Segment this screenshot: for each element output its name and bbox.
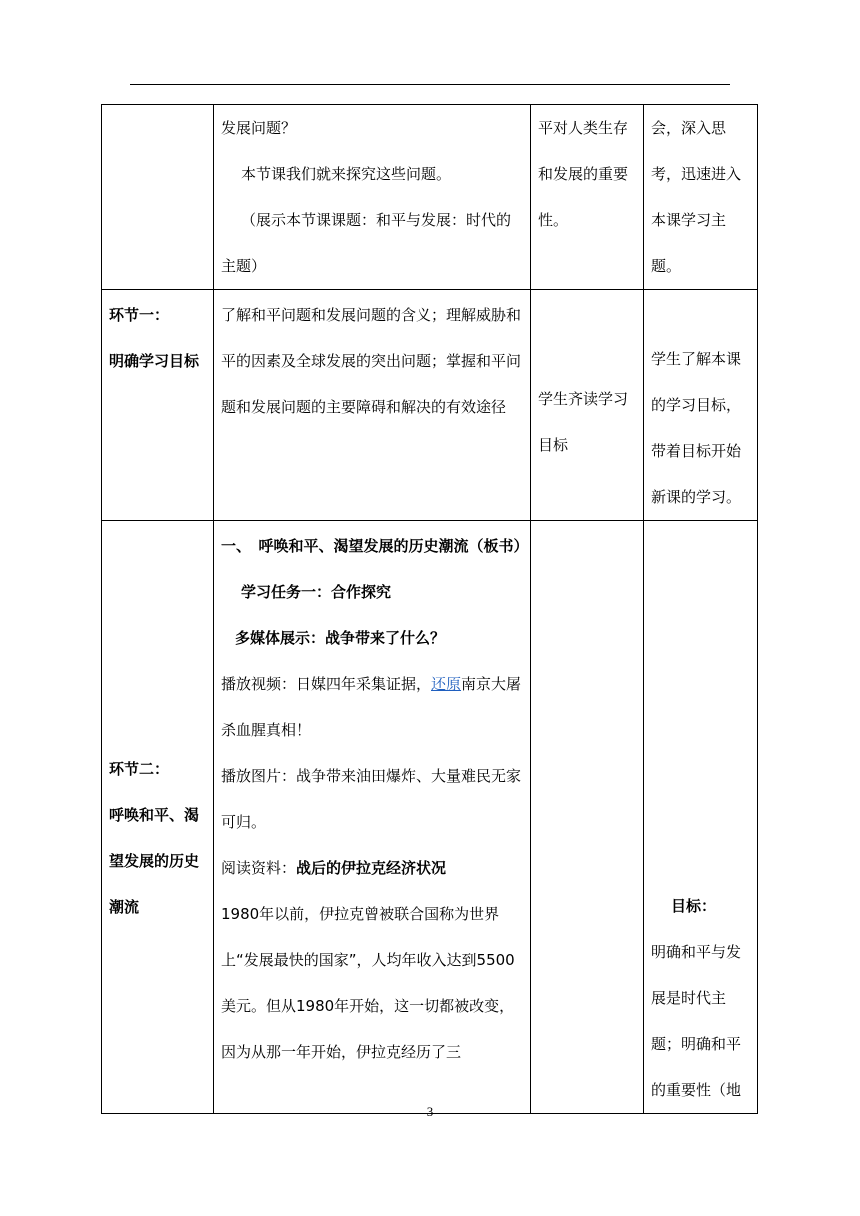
content-cell — [214, 105, 531, 290]
reading-line — [221, 845, 523, 891]
reading-text: 1980年以前，伊拉克曾被联合国称为世界上“发展最快的国家”，人均年收入达到5500美元。但从1980年开始，这一切都被改变，因为从那一年开始，伊拉克经历了三 — [221, 905, 515, 1061]
content-text: 了解和平问题和发展问题的含义；理解威胁和平的因素及全球发展的突出问题；掌握和平问题和发展问题的主要障碍和解决的有效途径 — [221, 306, 522, 416]
student-activity-cell — [531, 105, 644, 290]
table-row — [102, 290, 758, 521]
stage-cell — [102, 290, 214, 521]
video-link[interactable]: 还原 — [431, 675, 462, 693]
learning-task: 学习任务一：合作探究 — [241, 583, 392, 601]
design-purpose-cell — [644, 290, 758, 521]
content-cell — [214, 521, 531, 1114]
lesson-plan-table — [101, 104, 758, 1114]
design-purpose-text: 学生了解本课的学习目标，带着目标开始新课的学习。 — [651, 350, 742, 506]
content-line: 发展问题？ — [221, 119, 297, 137]
student-activity-text: 学生齐读学习目标 — [538, 390, 629, 454]
stage-cell — [102, 105, 214, 290]
media-display: 多媒体展示：战争带来了什么？ — [235, 629, 446, 647]
stage-title: 呼唤和平、渴望发展的历史潮流 — [109, 806, 200, 916]
image-line: 播放图片：战争带来油田爆炸、大量难民无家可归。 — [221, 767, 522, 831]
video-line — [221, 661, 523, 753]
page-number: 3 — [426, 1104, 434, 1119]
header-rule — [130, 84, 730, 85]
design-purpose-cell — [644, 521, 758, 1114]
stage-label: 环节一： — [109, 306, 170, 324]
stage-title: 明确学习目标 — [109, 352, 200, 370]
content-line: （展示本节课课题：和平与发展：时代的主题） — [221, 211, 512, 275]
design-purpose-text: 明确和平与发展是时代主题；明确和平的重要性（地 — [651, 943, 742, 1099]
student-activity-text: 平对人类生存和发展的重要性。 — [538, 119, 629, 229]
video-suffix: 南京大屠杀血腥真相！ — [221, 675, 522, 739]
section-heading: 一、 呼唤和平、渴望发展的历史潮流（板书） — [221, 537, 529, 555]
design-purpose-cell — [644, 105, 758, 290]
content-line: 本节课我们就来探究这些问题。 — [241, 165, 452, 183]
purpose-label: 目标： — [671, 897, 717, 915]
reading-label: 阅读资料： — [221, 859, 297, 877]
video-prefix: 播放视频：日媒四年采集证据， — [221, 675, 432, 693]
stage-label: 环节二： — [109, 760, 170, 778]
stage-cell — [102, 521, 214, 1114]
content-cell — [214, 290, 531, 521]
student-activity-cell — [531, 521, 644, 1114]
student-activity-cell — [531, 290, 644, 521]
reading-title: 战后的伊拉克经济状况 — [296, 859, 447, 877]
table-row — [102, 105, 758, 290]
table-row — [102, 521, 758, 1114]
design-purpose-text: 会，深入思考，迅速进入本课学习主题。 — [651, 119, 742, 275]
